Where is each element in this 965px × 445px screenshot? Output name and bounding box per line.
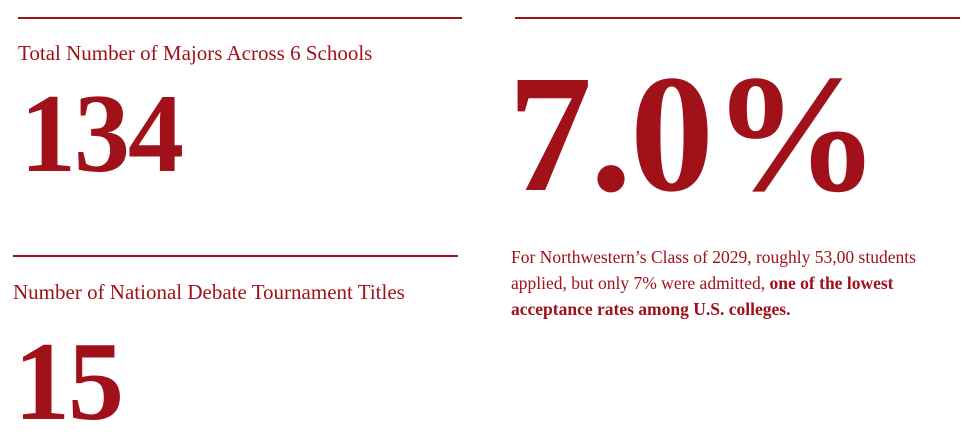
- divider-majors: [18, 17, 462, 19]
- acceptance-description-emphasis: one of the lowest acceptance rates among U.S. colleges.: [511, 273, 894, 319]
- divider-acceptance: [515, 17, 960, 19]
- acceptance-description-text: For Northwestern’s Class of 2029, roughly 53,00 students applied, but only 7% were admitted,: [511, 247, 916, 293]
- majors-label: Total Number of Majors Across 6 Schools: [18, 41, 373, 65]
- divider-debate: [13, 255, 458, 257]
- acceptance-value: 7.0%: [508, 41, 878, 227]
- debate-label: Number of National Debate Tournament Titles: [13, 280, 405, 304]
- debate-value: 15: [14, 320, 122, 444]
- majors-value: 134: [20, 72, 182, 196]
- acceptance-description: [511, 244, 951, 322]
